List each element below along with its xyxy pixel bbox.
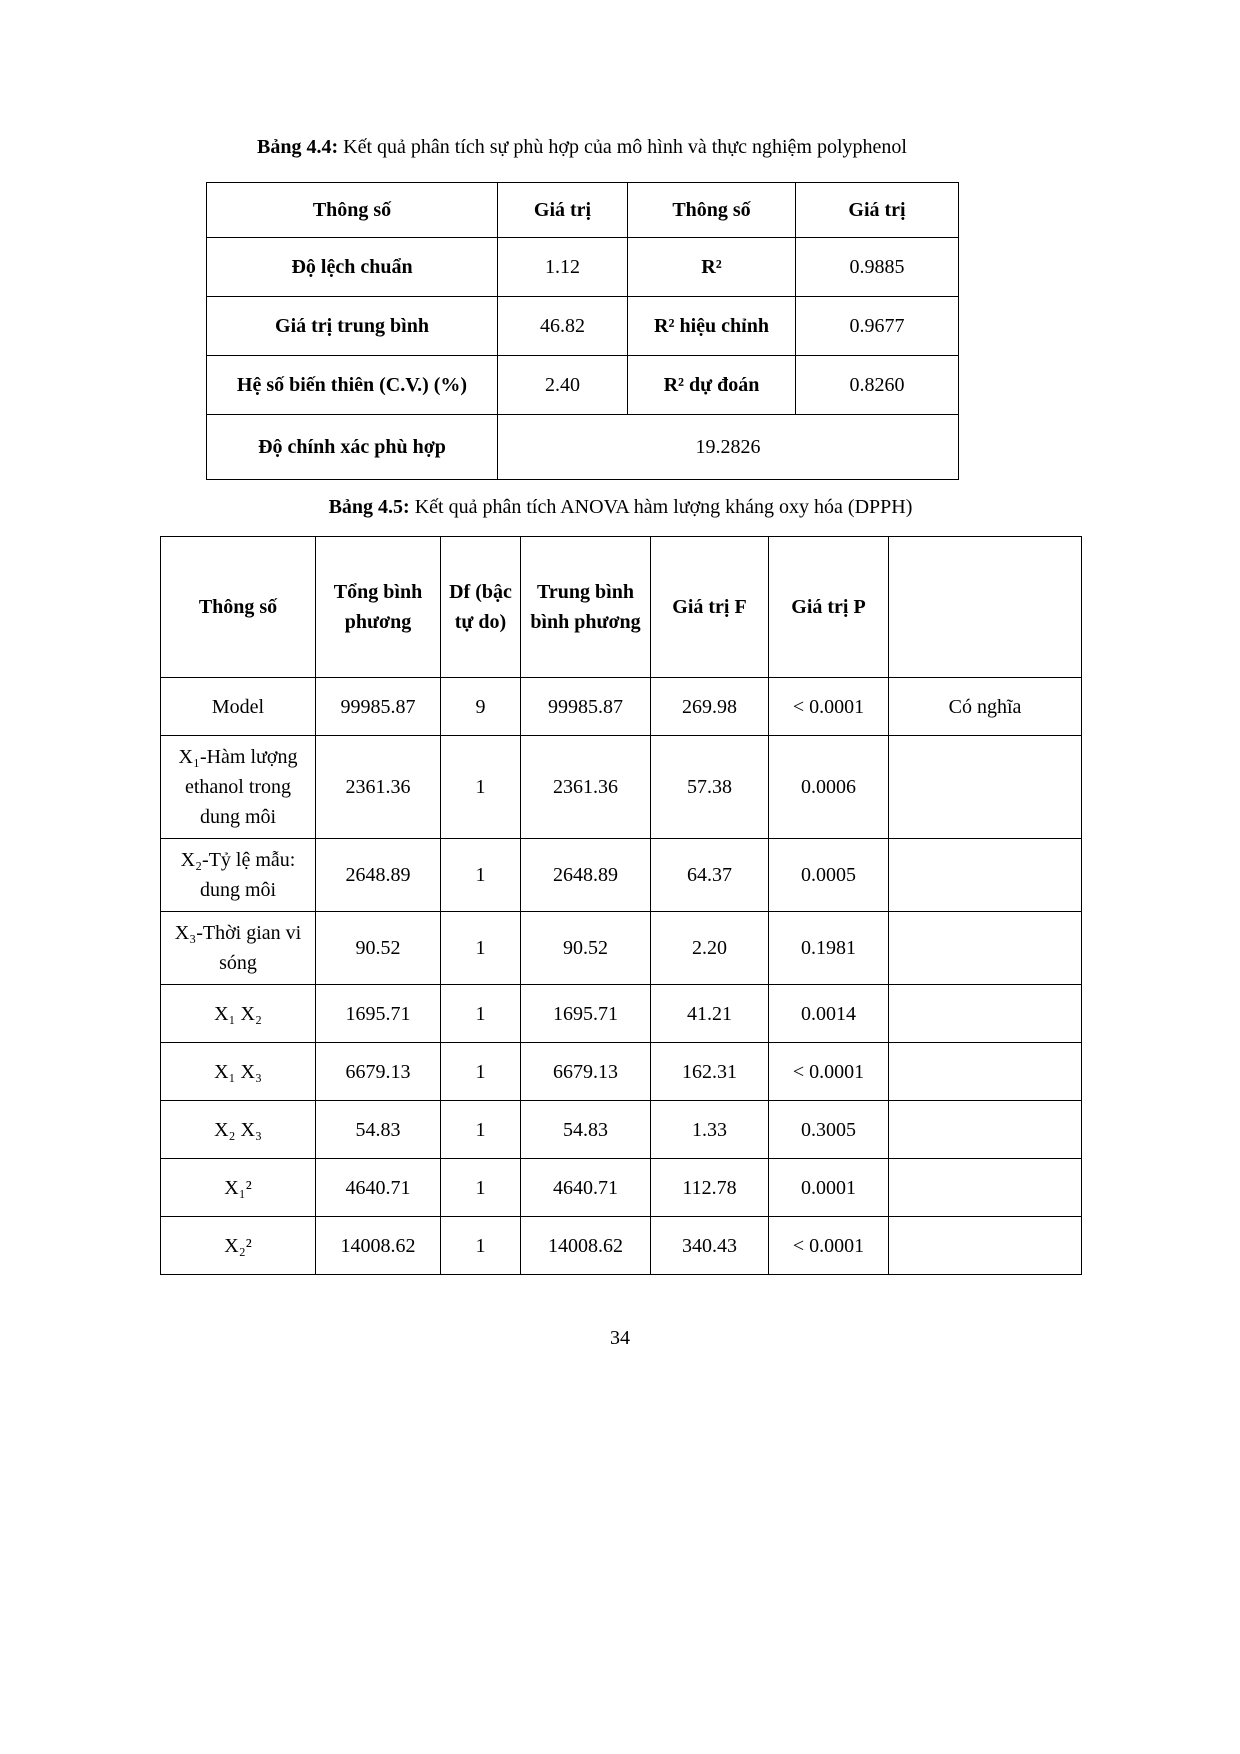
table-cell: 162.31 <box>651 1043 769 1101</box>
table-cell: R² dự đoán <box>628 356 796 415</box>
table-cell: < 0.0001 <box>769 1043 889 1101</box>
table-cell: X₁ X₃ <box>161 1043 316 1101</box>
table-cell: X₂-Tỷ lệ mẫu: dung môi <box>161 839 316 912</box>
table-cell: Có nghĩa <box>889 678 1082 736</box>
table-4-4-caption <box>206 132 958 162</box>
column-header: Giá trị <box>498 183 628 238</box>
anova-table <box>160 536 1082 1275</box>
table-row <box>161 912 1082 985</box>
table-4-5-caption-label: Bảng 4.5: <box>328 496 410 518</box>
page-number: 34 <box>610 1327 630 1349</box>
table-cell: 41.21 <box>651 985 769 1043</box>
table-cell: 6679.13 <box>316 1043 441 1101</box>
table-cell: 6679.13 <box>521 1043 651 1101</box>
table-cell: 54.83 <box>521 1101 651 1159</box>
table-cell <box>889 1101 1082 1159</box>
table-cell: 1 <box>441 839 521 912</box>
table-cell: 4640.71 <box>521 1159 651 1217</box>
table-cell: 2648.89 <box>521 839 651 912</box>
column-header: Giá trị P <box>769 537 889 678</box>
table-row <box>161 839 1082 912</box>
column-header: Tổng bình phương <box>316 537 441 678</box>
table-cell: 1 <box>441 1101 521 1159</box>
table-cell: 0.9677 <box>796 297 959 356</box>
table-cell <box>889 839 1082 912</box>
table-cell: X₁ X₂ <box>161 985 316 1043</box>
table-4-4-caption-label: Bảng 4.4: <box>257 136 339 158</box>
table-header-row <box>161 537 1082 678</box>
table-header-row <box>207 183 959 238</box>
table-cell: 64.37 <box>651 839 769 912</box>
table-row <box>207 297 959 356</box>
table-cell: 0.0006 <box>769 736 889 839</box>
table-cell: 0.3005 <box>769 1101 889 1159</box>
table-cell: Giá trị trung bình <box>207 297 498 356</box>
table-cell: 340.43 <box>651 1217 769 1275</box>
table-cell: Độ chính xác phù hợp <box>207 415 498 480</box>
table-row <box>161 1101 1082 1159</box>
table-cell: 2361.36 <box>316 736 441 839</box>
table-cell: 57.38 <box>651 736 769 839</box>
table-cell <box>889 1217 1082 1275</box>
table-cell: 269.98 <box>651 678 769 736</box>
table-row <box>161 736 1082 839</box>
column-header: Giá trị <box>796 183 959 238</box>
table-row <box>161 1159 1082 1217</box>
table-row <box>207 415 959 480</box>
table-cell: X₁-Hàm lượng ethanol trong dung môi <box>161 736 316 839</box>
table-cell: 1.33 <box>651 1101 769 1159</box>
table-cell: 4640.71 <box>316 1159 441 1217</box>
table-cell: 90.52 <box>521 912 651 985</box>
table-cell: Hệ số biến thiên (C.V.) (%) <box>207 356 498 415</box>
table-row <box>161 985 1082 1043</box>
table-cell: 1 <box>441 985 521 1043</box>
table-cell: X₂² <box>161 1217 316 1275</box>
table-cell: 2361.36 <box>521 736 651 839</box>
table-cell: 19.2826 <box>498 415 959 480</box>
table-row <box>161 678 1082 736</box>
table-cell: Độ lệch chuẩn <box>207 238 498 297</box>
table-cell: 0.0014 <box>769 985 889 1043</box>
model-fit-section <box>206 132 958 480</box>
table-cell: X₃-Thời gian vi sóng <box>161 912 316 985</box>
table-cell: 1 <box>441 912 521 985</box>
table-cell <box>889 985 1082 1043</box>
table-4-4-caption-text: Kết quả phân tích sự phù hợp của mô hình và thực nghiệm polyphenol <box>338 136 907 158</box>
table-cell: 1695.71 <box>521 985 651 1043</box>
table-cell: 99985.87 <box>316 678 441 736</box>
table-cell <box>889 1043 1082 1101</box>
table-cell: X₁² <box>161 1159 316 1217</box>
table-row <box>161 1043 1082 1101</box>
column-header: Trung bình bình phương <box>521 537 651 678</box>
table-cell: < 0.0001 <box>769 1217 889 1275</box>
table-cell: 99985.87 <box>521 678 651 736</box>
column-header: Thông số <box>207 183 498 238</box>
table-cell: 14008.62 <box>316 1217 441 1275</box>
table-cell: 1 <box>441 736 521 839</box>
table-cell: Model <box>161 678 316 736</box>
table-cell: R² hiệu chỉnh <box>628 297 796 356</box>
table-cell: 9 <box>441 678 521 736</box>
column-header: Giá trị F <box>651 537 769 678</box>
table-cell: 112.78 <box>651 1159 769 1217</box>
table-cell: 46.82 <box>498 297 628 356</box>
table-cell: 14008.62 <box>521 1217 651 1275</box>
table-cell: 1 <box>441 1159 521 1217</box>
table-4-5-caption-text: Kết quả phân tích ANOVA hàm lượng kháng oxy hóa (DPPH) <box>409 496 913 518</box>
model-fit-table <box>206 182 959 480</box>
column-header: Thông số <box>628 183 796 238</box>
table-cell <box>889 736 1082 839</box>
column-header: Df (bậc tự do) <box>441 537 521 678</box>
table-cell: 2.20 <box>651 912 769 985</box>
table-cell <box>889 1159 1082 1217</box>
table-cell: 0.0001 <box>769 1159 889 1217</box>
column-header <box>889 537 1082 678</box>
table-cell: 2.40 <box>498 356 628 415</box>
table-cell: 0.9885 <box>796 238 959 297</box>
column-header: Thông số <box>161 537 316 678</box>
table-cell: R² <box>628 238 796 297</box>
anova-section <box>160 492 1081 1275</box>
table-cell: 0.8260 <box>796 356 959 415</box>
table-cell: 1 <box>441 1043 521 1101</box>
table-cell: 90.52 <box>316 912 441 985</box>
table-row <box>207 356 959 415</box>
table-cell: 1695.71 <box>316 985 441 1043</box>
table-cell: 1 <box>441 1217 521 1275</box>
table-cell: 2648.89 <box>316 839 441 912</box>
table-row <box>207 238 959 297</box>
table-cell: 0.1981 <box>769 912 889 985</box>
table-cell: 54.83 <box>316 1101 441 1159</box>
table-cell: X₂ X₃ <box>161 1101 316 1159</box>
table-cell <box>889 912 1082 985</box>
table-4-5-caption <box>160 492 1081 522</box>
table-cell: 0.0005 <box>769 839 889 912</box>
table-row <box>161 1217 1082 1275</box>
table-cell: 1.12 <box>498 238 628 297</box>
table-cell: < 0.0001 <box>769 678 889 736</box>
